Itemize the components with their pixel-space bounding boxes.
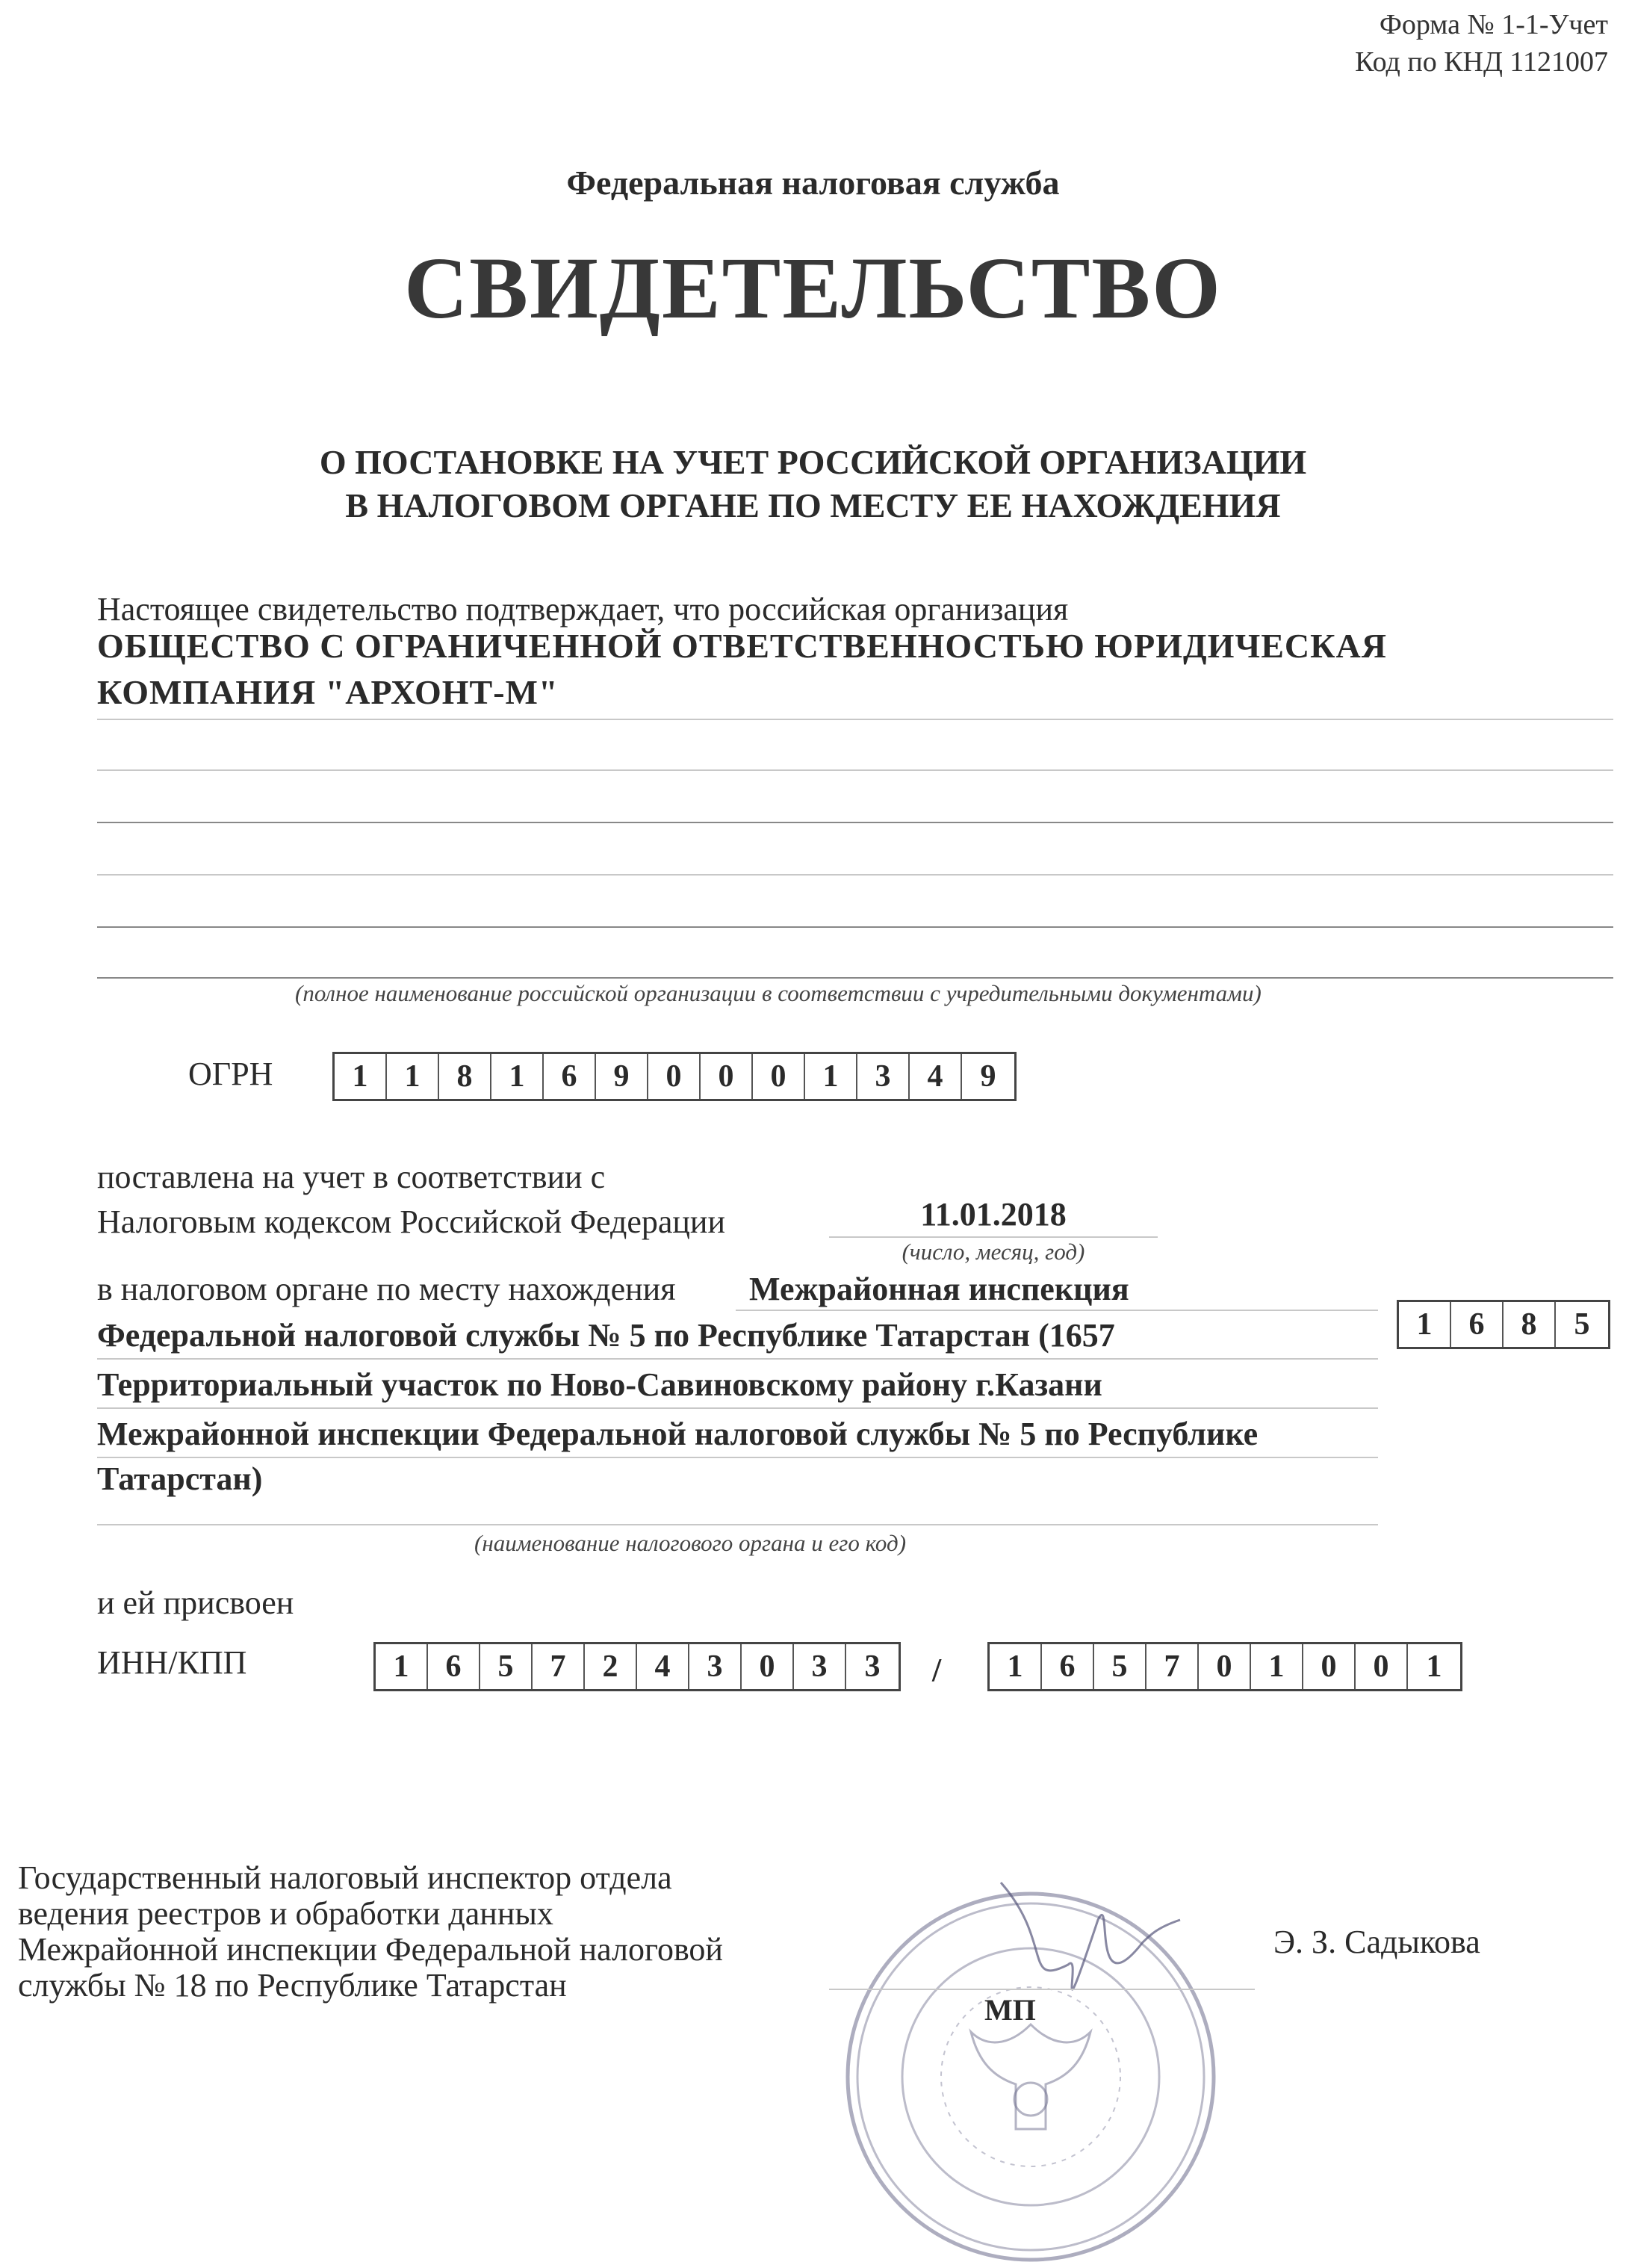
date-caption: (число, месяц, год) — [902, 1239, 1085, 1265]
ogrn-digit: 1 — [387, 1054, 439, 1099]
ogrn-digit: 3 — [857, 1054, 910, 1099]
tax-rule-1 — [736, 1310, 1378, 1311]
subtitle-line-2: В НАЛОГОВОМ ОРГАНЕ ПО МЕСТУ ЕЕ НАХОЖДЕНИЯ — [345, 486, 1281, 524]
tax-code-digit: 8 — [1504, 1302, 1556, 1347]
registration-date: 11.01.2018 — [920, 1196, 1067, 1233]
agency-name: Федеральная налоговая служба — [566, 164, 1060, 202]
ogrn-digit: 4 — [910, 1054, 962, 1099]
ogrn-digit: 9 — [596, 1054, 648, 1099]
inn-digit: 0 — [742, 1644, 794, 1689]
org-name-caption: (полное наименование российской организации в соответствии с учредительными документами) — [295, 980, 1262, 1006]
tax-authority-line-3: Территориальный участок по Ново-Савиновскому району г.Казани — [97, 1366, 1102, 1403]
inn-digit: 3 — [864, 1649, 881, 1684]
ogrn-label: ОГРН — [188, 1056, 273, 1092]
tax-rule-4 — [97, 1457, 1378, 1458]
subtitle-line-1: О ПОСТАНОВКЕ НА УЧЕТ РОССИЙСКОЙ ОРГАНИЗАЦИИ — [319, 443, 1307, 481]
org-rule-6 — [97, 977, 1613, 979]
registration-line-1: поставлена на учет в соответствии с — [97, 1159, 606, 1195]
inspector-name: Э. З. Садыкова — [1273, 1924, 1480, 1960]
tax-code-digit: 6 — [1451, 1302, 1504, 1347]
ogrn-digit: 1 — [335, 1054, 387, 1099]
kpp-cells — [987, 1642, 1462, 1691]
inspector-title-line-4: службы № 18 по Республике Татарстан — [18, 1967, 567, 2004]
org-name-line-2: КОМПАНИЯ "АРХОНТ-М" — [97, 673, 559, 711]
org-rule-1 — [97, 719, 1613, 720]
ogrn-digit: 6 — [544, 1054, 596, 1099]
form-header-codes — [1355, 6, 1608, 81]
kpp-digit: 1 — [990, 1644, 1042, 1689]
ogrn-digit: 9 — [980, 1059, 996, 1094]
inn-digit: 4 — [637, 1644, 689, 1689]
kpp-digit: 0 — [1356, 1644, 1408, 1689]
kpp-digit: 7 — [1146, 1644, 1199, 1689]
inn-kpp-separator: / — [932, 1652, 942, 1688]
kpp-digit: 1 — [1251, 1644, 1303, 1689]
form-number: Форма № 1-1-Учет — [1379, 9, 1608, 40]
registration-line-2: Налоговым кодексом Российской Федерации — [97, 1203, 726, 1240]
org-rule-2 — [97, 769, 1613, 771]
knd-code: Код по КНД 1121007 — [1355, 46, 1608, 78]
tax-code-digit: 1 — [1399, 1302, 1451, 1347]
tax-authority-line-5: Татарстан) — [97, 1460, 263, 1497]
ogrn-digit: 0 — [701, 1054, 753, 1099]
ogrn-digit: 8 — [439, 1054, 491, 1099]
stamp-label: МП — [984, 1993, 1036, 2027]
tax-authority-line-4: Межрайонной инспекции Федеральной налоговой службы № 5 по Республике — [97, 1416, 1259, 1452]
inn-digit: 6 — [428, 1644, 480, 1689]
kpp-digit: 5 — [1094, 1644, 1146, 1689]
ogrn-digit: 1 — [491, 1054, 544, 1099]
inspector-title-line-1: Государственный налоговый инспектор отдела — [18, 1859, 672, 1896]
inn-kpp-label: ИНН/КПП — [97, 1644, 247, 1681]
kpp-digit: 6 — [1042, 1644, 1094, 1689]
tax-code-digit: 5 — [1574, 1307, 1590, 1342]
inspector-title-line-2: ведения реестров и обработки данных — [18, 1895, 553, 1932]
ogrn-cells — [332, 1052, 1017, 1101]
kpp-digit: 0 — [1199, 1644, 1251, 1689]
inspector-title-line-3: Межрайонной инспекции Федеральной налоговой — [18, 1931, 723, 1968]
tax-rule-3 — [97, 1407, 1378, 1409]
document-subtitle — [0, 441, 1626, 527]
inn-digit: 7 — [533, 1644, 585, 1689]
inn-digit: 1 — [376, 1644, 428, 1689]
tax-authority-prefix: в налоговом органе по месту нахождения — [97, 1271, 676, 1307]
tax-rule-5 — [97, 1524, 1378, 1525]
intro-text: Настоящее свидетельство подтверждает, что российская организация — [97, 591, 1069, 628]
tax-authority-line-1: Межрайонная инспекция — [749, 1271, 1129, 1307]
document-title: СВИДЕТЕЛЬСТВО — [404, 239, 1222, 337]
inn-cells — [373, 1642, 901, 1691]
inn-digit: 2 — [585, 1644, 637, 1689]
inn-digit: 5 — [480, 1644, 533, 1689]
ogrn-digit: 0 — [648, 1054, 701, 1099]
signature-rule — [829, 1989, 1255, 1990]
inn-digit: 3 — [689, 1644, 742, 1689]
kpp-digit: 0 — [1303, 1644, 1356, 1689]
org-rule-3 — [97, 822, 1613, 823]
ogrn-digit: 1 — [805, 1054, 857, 1099]
tax-authority-caption: (наименование налогового органа и его код) — [474, 1530, 907, 1556]
assigned-label: и ей присвоен — [97, 1584, 294, 1621]
org-name-line-1: ОБЩЕСТВО С ОГРАНИЧЕННОЙ ОТВЕТСТВЕННОСТЬЮ ЮРИДИЧЕСКАЯ — [97, 627, 1387, 665]
tax-code-cells — [1397, 1300, 1610, 1349]
ogrn-digit: 0 — [753, 1054, 805, 1099]
tax-rule-2 — [97, 1358, 1378, 1360]
date-rule — [829, 1236, 1158, 1238]
inspector-title — [18, 1860, 723, 2004]
official-stamp-seal — [829, 1875, 1247, 2264]
kpp-digit: 1 — [1426, 1649, 1442, 1684]
inn-digit: 3 — [794, 1644, 846, 1689]
org-rule-5 — [97, 926, 1613, 928]
org-rule-4 — [97, 874, 1613, 876]
tax-authority-line-2: Федеральной налоговой службы № 5 по Республике Татарстан (1657 — [97, 1317, 1115, 1354]
